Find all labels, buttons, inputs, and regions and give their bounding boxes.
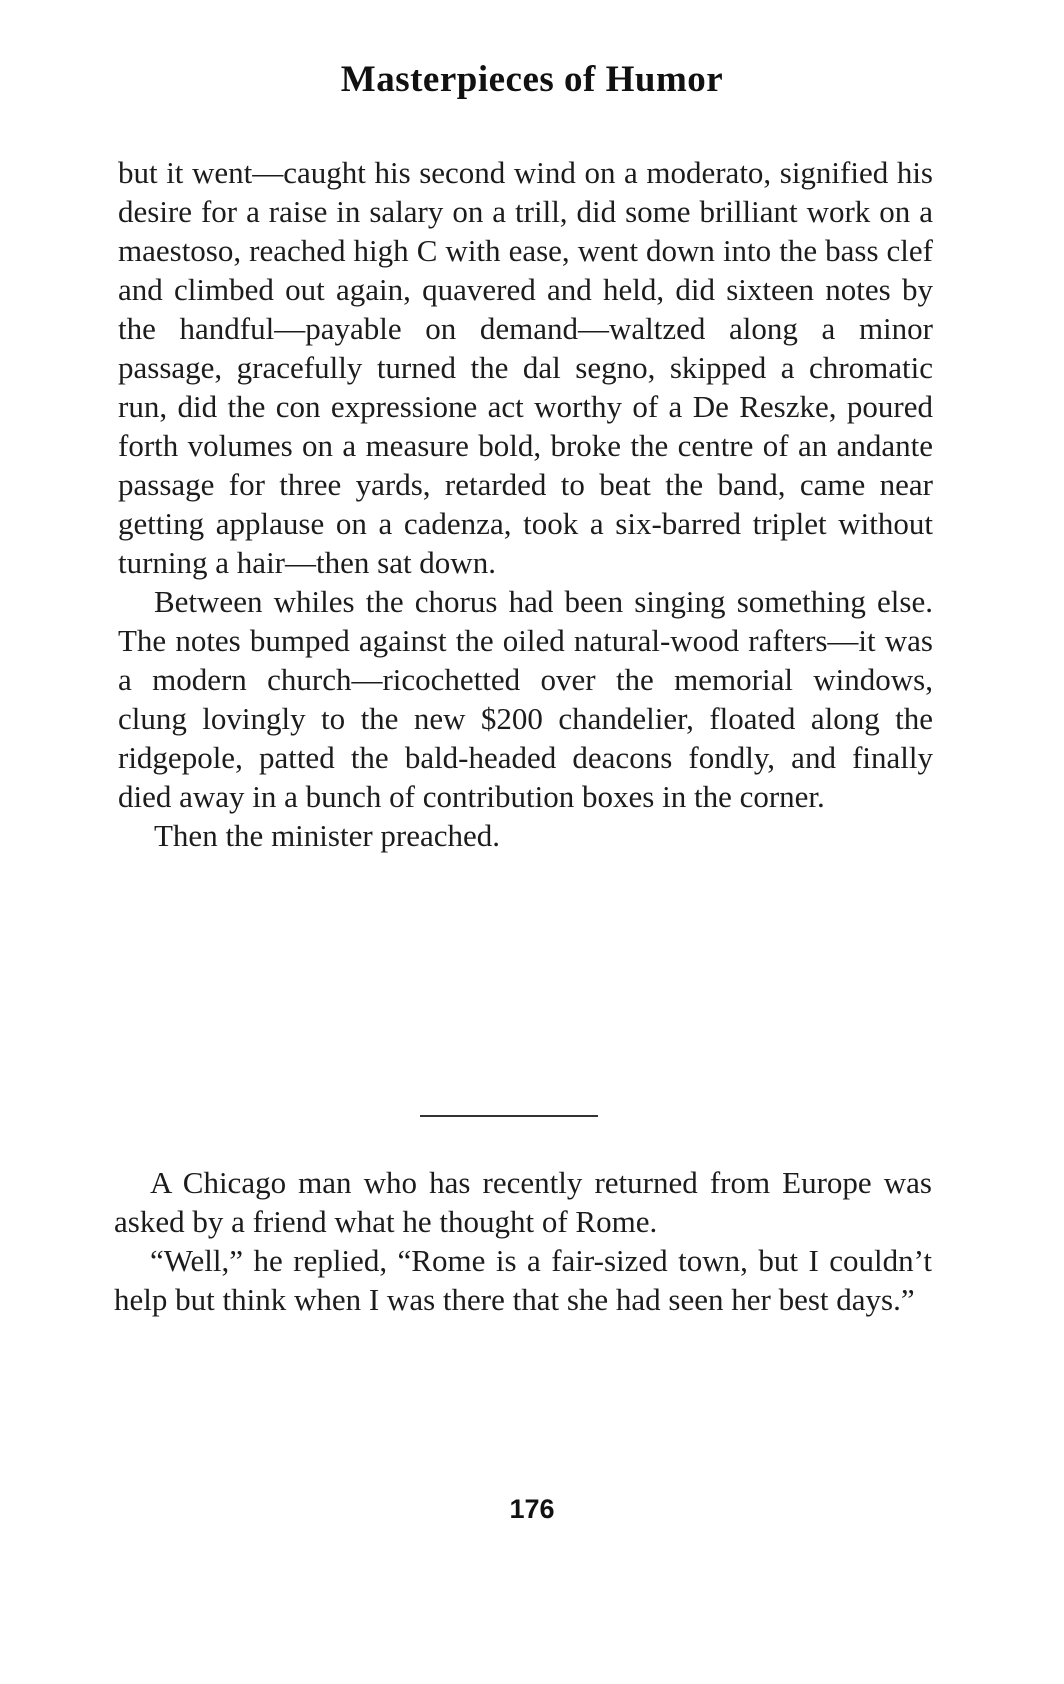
section-divider [420,1115,598,1117]
paragraph: Then the minister preached. [154,818,501,853]
paragraph: but it went—caught his second wind on a moderato, signified his desire for a raise in salary on a trill, did some brilliant work on a maestoso, reached high C with ease, went down into the bass clef and climbed out again, quavered and held, did sixteen notes by the handful—payable on demand—waltzed along a minor passage, gracefully turned the dal segno, skipped a chromatic run, did the con expressione act worthy of a De Reszke, poured forth volumes on a measure bold, broke the centre of an andante passage for three yards, retarded to beat the band, came near getting applause on a cadenza, took a six-barred triplet without turning a hair—then sat down. [118,155,933,580]
paragraph: Between whiles the chorus had been singing something else. The notes bumped against the oiled natural-wood rafters—it was a modern church—ricochetted over the memorial windows, clung lovingly to the new $200 chandelier, floated along the ridgepole, patted the bald-headed deacons fondly, and finally died away in a bunch of contribution boxes in the corner. [118,584,933,814]
anecdote [114,1163,932,1319]
paragraph: A Chicago man who has recently returned from Europe was asked by a friend what he thought of Rome. [114,1165,932,1239]
running-title: Masterpieces of Humor [340,59,724,100]
paragraph: “Well,” he replied, “Rome is a fair-sized town, but I couldn’t help but think when I was there that she had seen her best days.” [114,1243,932,1317]
story-continuation [118,153,933,855]
page-number: 176 [509,1494,555,1524]
